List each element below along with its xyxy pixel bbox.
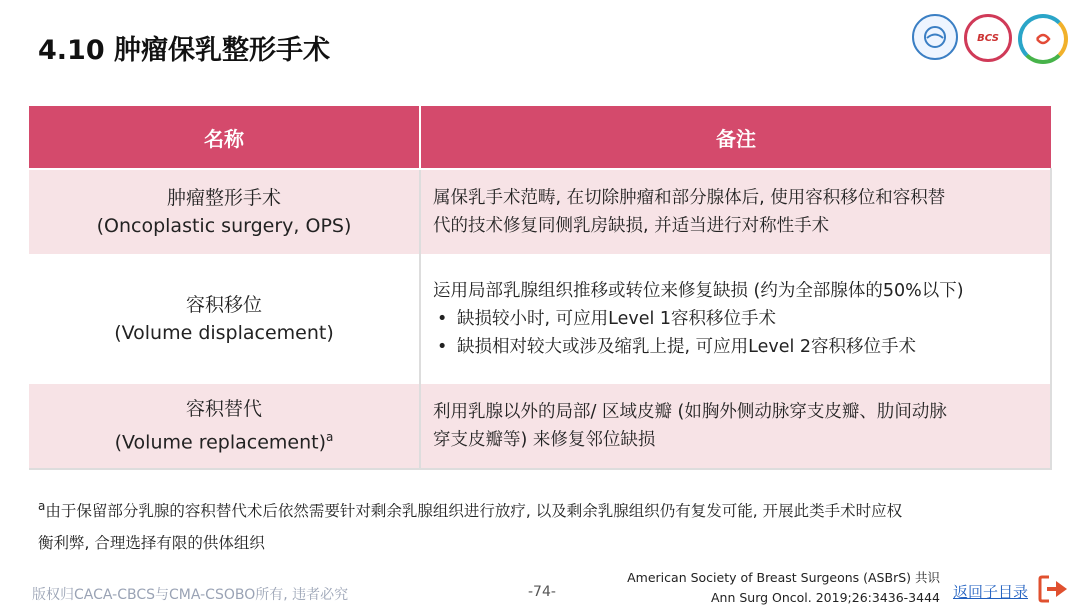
footnote-line: 衡利弊, 合理选择有限的供体组织 (38, 534, 265, 553)
back-arrow-icon[interactable] (1038, 574, 1070, 604)
note-line: 利用乳腺以外的局部/ 区域皮瓣 (如胸外侧动脉穿支皮瓣、肋间动脉 (433, 402, 947, 422)
name-en: (Volume displacement) (114, 322, 334, 344)
row-note-cell (420, 169, 1051, 255)
footnote-line (38, 490, 1048, 527)
row-note-cell (420, 383, 1051, 469)
table-row (29, 383, 1051, 469)
bullet-item: • 缺损相对较大或涉及缩乳上提, 可应用Level 2容积移位手术 (433, 333, 1038, 361)
surgery-table (29, 106, 1052, 470)
header-note: 备注 (420, 106, 1051, 169)
note-line: 运用局部乳腺组织推移或转位来修复缺损 (约为全部腺体的50%以下) (433, 281, 964, 301)
note-line: 代的技术修复同侧乳房缺损, 并适当进行对称性手术 (433, 216, 830, 236)
table-row (29, 255, 1051, 383)
footnote-marker: a (326, 430, 334, 445)
footnote-marker: a (38, 499, 46, 513)
page-title: 4.10 肿瘤保乳整形手术 (38, 35, 331, 66)
name-cn: 容积移位 (185, 294, 262, 316)
page-number: -74- (528, 584, 556, 600)
swirl-icon (1034, 30, 1052, 48)
footnote (38, 490, 1048, 559)
bullet-item: • 缺损较小时, 可应用Level 1容积移位手术 (433, 305, 1038, 333)
row-name-cell (29, 383, 420, 469)
table-header-row (29, 106, 1051, 169)
footnote-text: 由于保留部分乳腺的容积替代术后依然需要针对剩余乳腺组织进行放疗, 以及剩余乳腺组织仍有复发可能, 开展此类手术时应权 (45, 502, 903, 521)
reference-line: American Society of Breast Surgeons (ASBrS) 共识 (627, 570, 940, 585)
reference-line: Ann Surg Oncol. 2019;26:3436-3444 (710, 590, 940, 605)
header-name: 名称 (29, 106, 420, 169)
row-name-cell (29, 255, 420, 383)
association-seal-logo (912, 14, 958, 60)
name-en: (Oncoplastic surgery, OPS) (96, 215, 352, 237)
name-cn: 容积替代 (185, 398, 262, 421)
back-to-submenu-link[interactable]: 返回子目录 (952, 583, 1028, 601)
name-cn: 肿瘤整形手术 (166, 187, 281, 209)
note-line: 穿支皮瓣等) 来修复邻位缺损 (433, 430, 656, 450)
bcs-logo: BCS (964, 14, 1012, 62)
copyright-text: 版权归CACA-CBCS与CMA-CSOBO所有, 违者必究 (32, 587, 349, 603)
name-en: (Volume replacement) (114, 431, 327, 454)
row-name-cell (29, 169, 420, 255)
table-row (29, 169, 1051, 255)
reference (627, 568, 940, 608)
note-line: 属保乳手术范畴, 在切除肿瘤和部分腺体后, 使用容积移位和容积替 (433, 188, 946, 208)
ring-logo (1018, 14, 1068, 64)
row-note-cell (420, 255, 1051, 383)
globe-icon (923, 25, 947, 49)
logo-group (912, 14, 1068, 64)
name-en-with-sup (29, 423, 419, 456)
